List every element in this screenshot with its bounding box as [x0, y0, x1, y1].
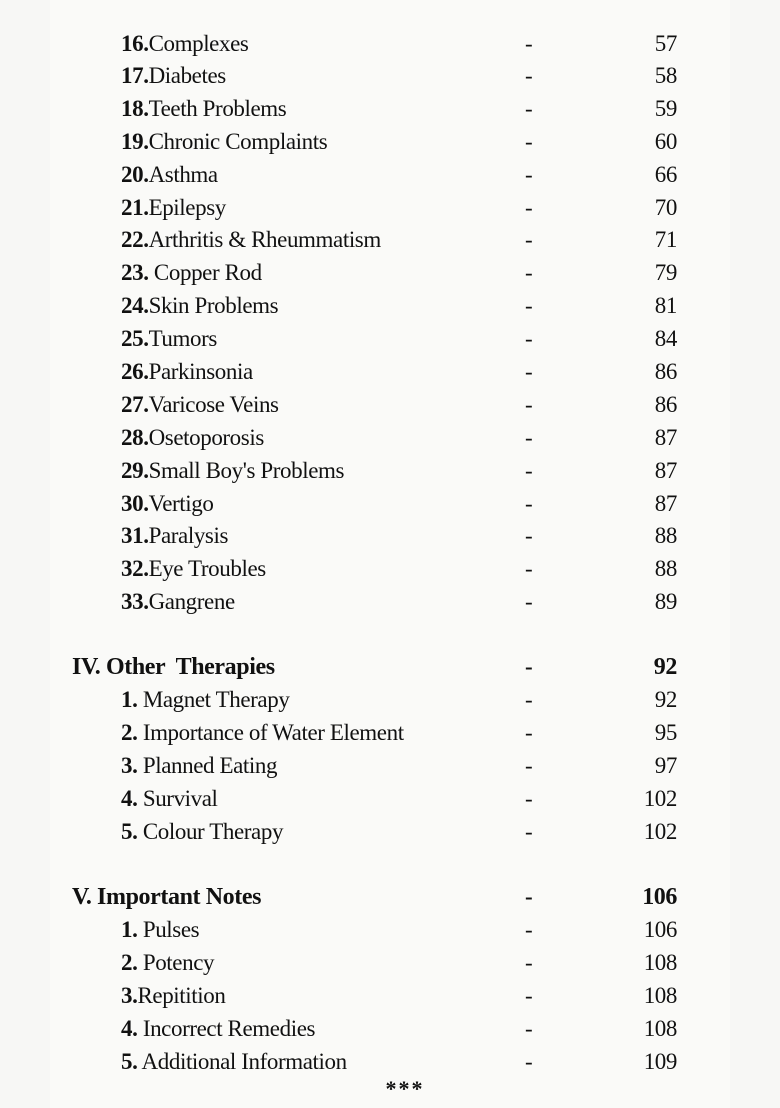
entry-title: Magnet Therapy	[142, 687, 290, 712]
entry-page: 108	[643, 950, 677, 975]
entry-title: Parkinsonia	[148, 359, 253, 384]
entry-dash: -	[525, 1049, 533, 1074]
entry-number: 1.	[121, 687, 138, 712]
section-heading	[0, 881, 780, 913]
entry-title: Incorrect Remedies	[142, 1016, 316, 1041]
toc-entry	[0, 356, 780, 388]
entry-dash: -	[525, 589, 533, 614]
entry-dash: -	[525, 556, 533, 581]
entry-page: 81	[654, 293, 677, 318]
toc-entry	[0, 586, 780, 618]
entry-title: Diabetes	[148, 63, 226, 88]
toc-entry	[0, 93, 780, 125]
entry-dash: -	[525, 96, 533, 121]
entry-page: 66	[654, 162, 677, 187]
entry-dash: -	[525, 458, 533, 483]
entry-page: 97	[654, 753, 677, 778]
entry-dash: -	[525, 425, 533, 450]
entry-title: Epilepsy	[148, 195, 226, 220]
entry-title: Planned Eating	[142, 753, 278, 778]
entry-number: 22.	[121, 227, 149, 252]
entry-number: 1.	[121, 917, 138, 942]
entry-dash: -	[525, 491, 533, 516]
entry-number: 23.	[121, 260, 149, 285]
entry-dash: -	[525, 359, 533, 384]
entry-dash: -	[525, 326, 533, 351]
section-title: IV. Other Therapies	[72, 654, 275, 680]
entry-dash: -	[525, 392, 533, 417]
toc-entry	[0, 980, 780, 1012]
entry-number: 2.	[121, 950, 138, 975]
entry-page: 87	[654, 458, 677, 483]
entry-dash: -	[525, 753, 533, 778]
entry-number: 24.	[121, 293, 149, 318]
entry-number: 17.	[121, 63, 149, 88]
entry-title: Additional Information	[141, 1049, 347, 1074]
toc-entry	[0, 717, 780, 749]
entry-dash: -	[525, 950, 533, 975]
entry-page: 106	[643, 917, 677, 942]
entry-number: 20.	[121, 162, 149, 187]
entry-dash: -	[525, 260, 533, 285]
entry-dash: -	[525, 884, 533, 909]
entry-dash: -	[525, 293, 533, 318]
entry-dash: -	[525, 654, 533, 679]
entry-dash: -	[525, 227, 533, 252]
toc-entry	[0, 224, 780, 256]
entry-number: 19.	[121, 129, 149, 154]
entry-number: 33.	[121, 589, 149, 614]
entry-number: 5.	[121, 1049, 138, 1074]
toc-entry	[0, 159, 780, 191]
entry-number: 4.	[121, 786, 138, 811]
entry-number: 4.	[121, 1016, 138, 1041]
entry-title: Pulses	[142, 917, 200, 942]
entry-page: 57	[654, 31, 677, 56]
entry-dash: -	[525, 1016, 533, 1041]
section-title: V. Important Notes	[72, 884, 262, 910]
end-marker: ***	[385, 1076, 425, 1101]
entry-dash: -	[525, 786, 533, 811]
entry-number: 26.	[121, 359, 149, 384]
entry-page: 59	[654, 96, 677, 121]
toc-entry	[0, 323, 780, 355]
entry-title: Copper Rod	[153, 260, 262, 285]
toc-entry	[0, 488, 780, 520]
entry-dash: -	[525, 63, 533, 88]
toc-entry	[0, 1046, 780, 1078]
entry-page: 109	[643, 1049, 677, 1074]
toc-entry	[0, 947, 780, 979]
entry-title: Arthritis & Rheummatism	[148, 227, 381, 252]
entry-number: 21.	[121, 195, 149, 220]
entry-number: 25.	[121, 326, 149, 351]
section-heading	[0, 651, 780, 683]
entry-title: Eye Troubles	[148, 556, 266, 581]
toc-entry	[0, 28, 780, 60]
entry-title: Potency	[142, 950, 215, 975]
entry-page: 92	[654, 687, 677, 712]
entry-title: Complexes	[148, 31, 249, 56]
entry-page: 71	[654, 227, 677, 252]
toc-entry	[0, 389, 780, 421]
entry-page: 84	[654, 326, 677, 351]
entry-title: Varicose Veins	[148, 392, 279, 417]
entry-title: Colour Therapy	[142, 819, 284, 844]
toc-entry	[0, 126, 780, 158]
toc-entry	[0, 750, 780, 782]
entry-page: 60	[654, 129, 677, 154]
entry-page: 88	[654, 523, 677, 548]
entry-number: 3.	[121, 983, 138, 1008]
entry-dash: -	[525, 195, 533, 220]
entry-page: 89	[654, 589, 677, 614]
entry-number: 28.	[121, 425, 149, 450]
entry-number: 3.	[121, 753, 138, 778]
entry-number: 32.	[121, 556, 149, 581]
entry-dash: -	[525, 917, 533, 942]
toc-entry	[0, 520, 780, 552]
entry-number: 2.	[121, 720, 138, 745]
entry-title: Tumors	[148, 326, 217, 351]
toc-entry	[0, 553, 780, 585]
entry-dash: -	[525, 129, 533, 154]
entry-title: Survival	[142, 786, 218, 811]
entry-number: 31.	[121, 523, 149, 548]
entry-page: 106	[642, 884, 677, 910]
entry-title: Small Boy's Problems	[148, 458, 345, 483]
entry-page: 79	[654, 260, 677, 285]
toc-entry	[0, 257, 780, 289]
entry-dash: -	[525, 523, 533, 548]
entry-dash: -	[525, 983, 533, 1008]
entry-page: 58	[654, 63, 677, 88]
toc-entry	[0, 192, 780, 224]
entry-title: Osetoporosis	[148, 425, 264, 450]
entry-dash: -	[525, 31, 533, 56]
entry-title: Paralysis	[148, 523, 229, 548]
entry-page: 86	[654, 392, 677, 417]
entry-page: 92	[653, 654, 677, 680]
entry-page: 87	[654, 491, 677, 516]
toc-entry	[0, 1013, 780, 1045]
entry-title: Skin Problems	[148, 293, 279, 318]
toc-entry	[0, 455, 780, 487]
entry-number: 16.	[121, 31, 149, 56]
entry-dash: -	[525, 162, 533, 187]
entry-dash: -	[525, 687, 533, 712]
entry-title: Importance of Water Element	[142, 720, 404, 745]
entry-page: 70	[654, 195, 677, 220]
entry-title: Gangrene	[148, 589, 235, 614]
entry-page: 102	[643, 819, 677, 844]
entry-page: 88	[654, 556, 677, 581]
entry-page: 86	[654, 359, 677, 384]
toc-entry	[0, 290, 780, 322]
entry-title: Chronic Complaints	[148, 129, 328, 154]
entry-title: Teeth Problems	[148, 96, 287, 121]
entry-title: Vertigo	[148, 491, 214, 516]
entry-number: 29.	[121, 458, 149, 483]
entry-title: Asthma	[148, 162, 218, 187]
entry-number: 30.	[121, 491, 149, 516]
entry-number: 27.	[121, 392, 149, 417]
entry-page: 108	[643, 1016, 677, 1041]
entry-dash: -	[525, 720, 533, 745]
entry-number: 18.	[121, 96, 149, 121]
toc-entry	[0, 60, 780, 92]
entry-page: 87	[654, 425, 677, 450]
toc-entry	[0, 914, 780, 946]
entry-number: 5.	[121, 819, 138, 844]
entry-title: Repitition	[137, 983, 226, 1008]
toc-entry	[0, 422, 780, 454]
entry-page: 95	[654, 720, 677, 745]
toc-entry	[0, 816, 780, 848]
toc-entry	[0, 684, 780, 716]
entry-page: 102	[643, 786, 677, 811]
toc-entry	[0, 783, 780, 815]
entry-page: 108	[643, 983, 677, 1008]
entry-dash: -	[525, 819, 533, 844]
